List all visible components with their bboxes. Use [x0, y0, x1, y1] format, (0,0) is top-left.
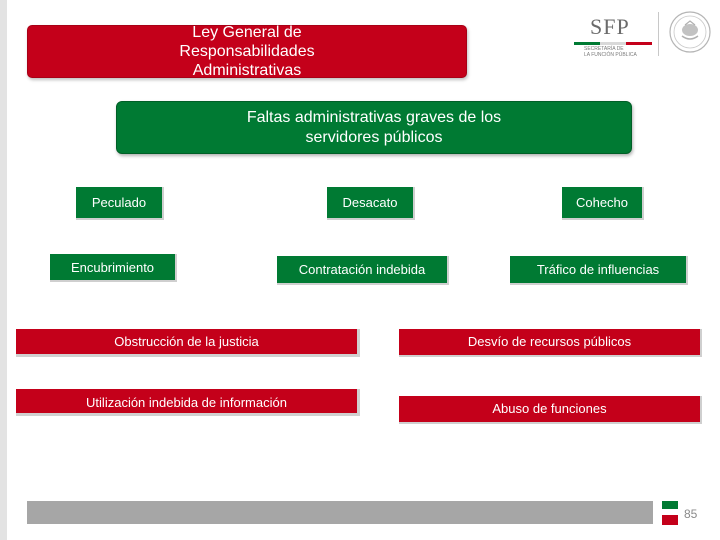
logo-subtitle-line1: SECRETARÍA DE: [584, 46, 624, 52]
logo-tricolor-line: [574, 42, 652, 45]
item-trafico-de-influencias: [510, 256, 688, 285]
item-desvio-label: Desvío de recursos públicos: [467, 334, 632, 350]
item-abuso-de-funciones: [399, 396, 702, 424]
footer-bar: [27, 501, 653, 524]
item-contratacion-label: Contratación indebida: [298, 261, 426, 277]
item-utilizacion-label: Utilización indebida de información: [86, 395, 287, 410]
title-text: Ley General de Responsabilidades Administrativas: [179, 23, 315, 80]
logo-subtitle-line2: LA FUNCIÓN PÚBLICA: [584, 51, 637, 58]
item-utilizacion-indebida: [16, 389, 360, 416]
item-encubrimiento-label: Encubrimiento: [70, 260, 155, 275]
logo-acronym: SFP: [590, 14, 630, 39]
national-seal-icon: [668, 10, 712, 54]
side-strip: [0, 0, 7, 540]
item-trafico-label: Tráfico de influencias: [536, 261, 660, 277]
item-peculado-label: Peculado: [91, 194, 147, 210]
item-desvio-de-recursos: [399, 329, 702, 357]
item-desacato-label: Desacato: [342, 194, 398, 210]
faltas-graves-text: Faltas administrativas graves de los servidores públicos: [246, 109, 502, 146]
logo-divider: [658, 12, 659, 56]
item-peculado: [76, 187, 164, 220]
title-box: [27, 25, 467, 78]
faltas-graves-box: [116, 101, 632, 154]
item-cohecho-label: Cohecho: [575, 194, 629, 210]
item-contratacion-indebida: [277, 256, 449, 285]
item-cohecho: [562, 187, 644, 220]
item-abuso-label: Abuso de funciones: [492, 401, 607, 417]
item-obstruccion-label: Obstrucción de la justicia: [114, 333, 259, 349]
flag-mark-icon: [662, 501, 678, 525]
item-obstruccion-de-la-justicia: [16, 329, 360, 357]
page-number: 85: [684, 507, 698, 521]
item-encubrimiento: [50, 254, 177, 282]
item-desacato: [327, 187, 415, 220]
logo-subtitle: [584, 47, 664, 59]
sfp-logo: [568, 10, 714, 60]
